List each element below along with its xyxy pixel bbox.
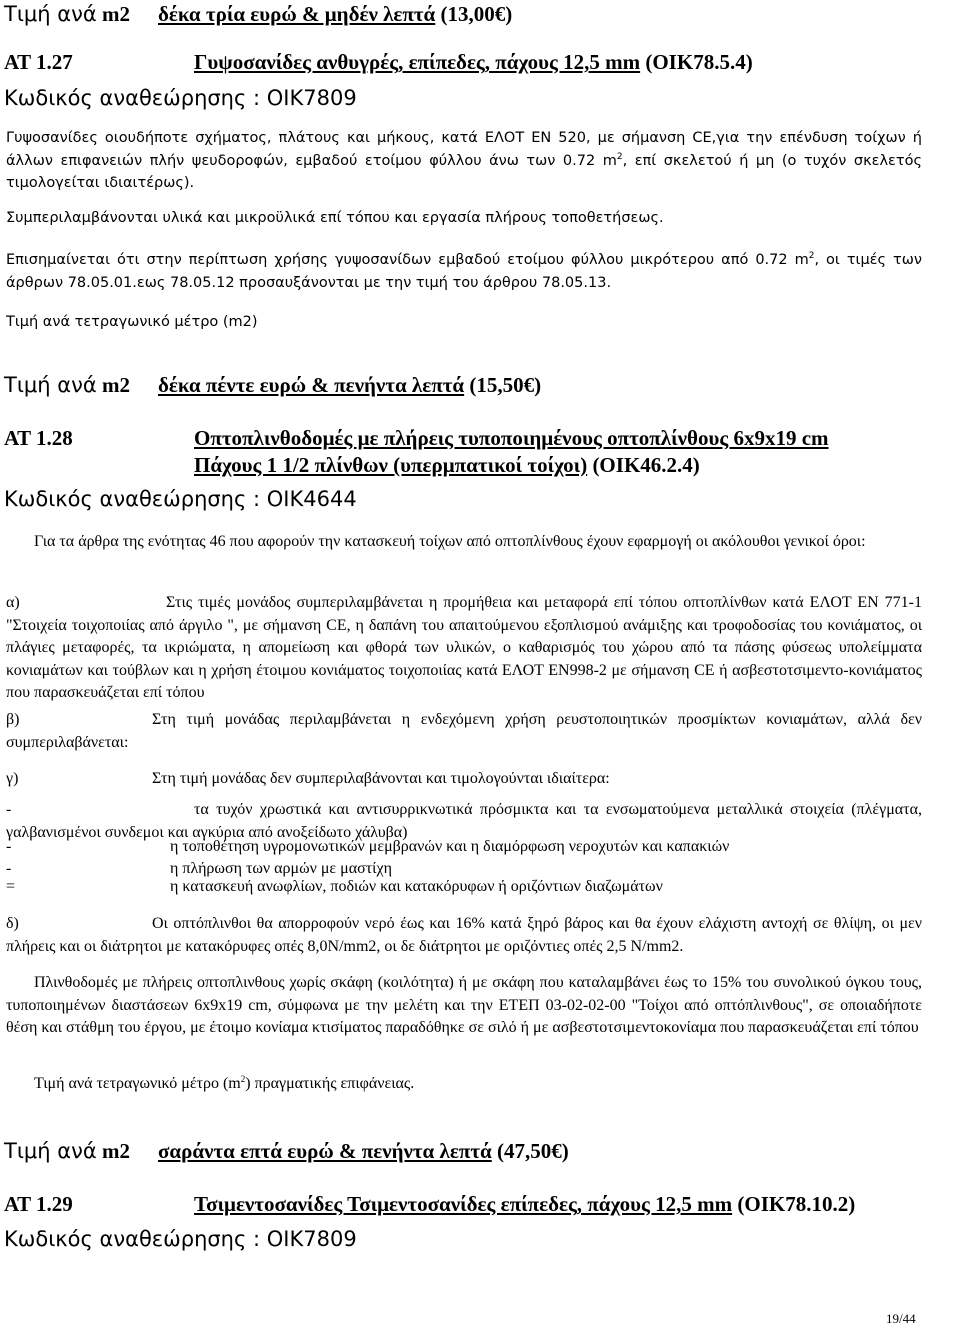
list-text: η τοποθέτηση υγρομονωτικών μεμβρανών και η διαμόρφωση νεροχυτών και καπακιών <box>170 838 730 855</box>
clause-label: α) <box>6 594 20 611</box>
article-title <box>194 1192 855 1217</box>
list-mark: - <box>6 801 12 818</box>
unit-price-text: Τιμή ανά τετραγωνικό μέτρο (m2) <box>6 314 258 330</box>
article-code: ΑΤ 1.29 <box>4 1192 73 1216</box>
list-text: η κατασκευή ανωφλίων, ποδιών και κατακόρυφων ή οριζόντιων διαζωμάτων <box>170 878 663 895</box>
price-amount-1 <box>158 2 512 27</box>
article-ref: (ΟΙΚ78.10.2) <box>737 1192 856 1216</box>
unit-price-a: Τιμή ανά τετραγωνικό μέτρο (m <box>34 1075 241 1092</box>
revision-code: Κωδικός αναθεώρησης : ΟΙΚ7809 <box>4 86 357 110</box>
price-words: δέκα τρία ευρώ & μηδέν λεπτά <box>158 2 436 26</box>
list-text: τα τυχόν χρωστικά και αντισυρρικνωτικά πρόσμικτα και τα ενσωματούμενα μεταλλικά στοιχεία (πλέγματα, γαλβανισμένοι συνδεμοι και αγκύρια από ανοξείδωτο χάλυβα) <box>6 801 922 841</box>
price-line-1 <box>4 2 130 27</box>
note-text-a: Επισημαίνεται ότι στην περίπτωση χρήσης γυψοσανίδων εμβαδού ετοίμου φύλλου μικρότερου από 0.72 m <box>6 252 809 268</box>
price-unit: m2 <box>101 373 130 397</box>
page-number: 19/44 <box>886 1311 916 1326</box>
price-amount-2 <box>158 373 541 398</box>
clause-a <box>6 592 922 705</box>
clause-c <box>6 768 922 791</box>
article-code: ΑΤ 1.27 <box>4 50 73 74</box>
article-title-text: Γυψοσανίδες ανθυγρές, επίπεδες, πάχους 12,5 mm <box>194 50 641 74</box>
price-words: σαράντα επτά ευρώ & πενήντα λεπτά <box>158 1139 492 1163</box>
price-unit: m2 <box>101 2 130 26</box>
price-amount-3 <box>158 1139 569 1164</box>
list-item <box>6 836 922 859</box>
price-words: δέκα πέντε ευρώ & πενήντα λεπτά <box>158 373 465 397</box>
price-label: Τιμή ανά <box>4 373 97 397</box>
clause-text: Στη τιμή μονάδας δεν συμπεριλαβάνονται και τιμολογούνται ιδιαίτερα: <box>152 770 610 787</box>
clause-text: Στη τιμή μονάδας περιλαμβάνεται η ενδεχόμενη χρήση ρευστοποιητικών προσμίκτων κονιαμάτων, αλλά δεν συμπεριλαβάνεται: <box>6 711 922 751</box>
price-label: Τιμή ανά <box>4 1139 97 1163</box>
price-value: (13,00€) <box>440 2 513 26</box>
clause-label: δ) <box>6 915 19 932</box>
unit-price-b: ) πραγματικής επιφάνειας. <box>245 1075 415 1092</box>
desc-sup: 2 <box>616 151 623 162</box>
clause-text: Οι οπτόπλινθοι θα απορροφούν νερό έως και 16% κατά ξηρό βάρος και θα έχουν ελάχιστη αντοχή σε θλίψη, οι μεν πλήρεις και οι διάτρητοι με κατακόρυφες οπές 8,0N/mm2, οι δε διάτρητοι με οριζόντιες οπές 2,5 N/mm2. <box>6 915 922 955</box>
final-text: Πλινθοδομές με πλήρεις οπτοπλινθους χωρίς σκάφη (κοιλότητα) ή με σκάφη που καταλαμβάνει έως το 15% του συνολικού όγκου τους, τυποποιημένων διαστάσεων 6x9x19 cm, σύμφωνα με την μελέτη και την ΕΤΕΠ 03-02-02-00 "Τοίχοι από οπτόπλινθους", σε οποιαδήποτε θέση και στάθμη του έργου, με έτοιμο κονίαμα κτισίματος παραδόθηκε σε σιλό ή με ασβεστοτσιμεντοκονίαμα που παρασκευάζεται επί τόπου <box>6 974 922 1036</box>
price-unit: m2 <box>101 1139 130 1163</box>
list-mark: - <box>6 838 12 855</box>
revision-code: Κωδικός αναθεώρησης : ΟΙΚ7809 <box>4 1227 357 1251</box>
revision-code: Κωδικός αναθεώρησης : ΟΙΚ4644 <box>4 487 357 511</box>
article-title-line2 <box>194 453 700 478</box>
list-mark: - <box>6 860 12 877</box>
article-title <box>194 50 753 75</box>
price-line-3 <box>4 1139 130 1164</box>
article-description <box>6 127 922 195</box>
desc-text-b: , επί σκελετού ή μη (ο τυχόν σκελετός τιμολογείται ιδιαιτέρως). <box>6 152 922 191</box>
article-title-text: Πάχους 1 1/2 πλίνθων (υπερμπατικοί τοίχοι) <box>194 453 588 477</box>
list-item <box>6 876 922 899</box>
article-title-line1: Οπτοπλινθοδομές με πλήρεις τυποποιημένους οπτοπλίνθους 6x9x19 cm <box>194 426 829 450</box>
intro-text: Για τα άρθρα της ενότητας 46 που αφορούν την κατασκευή τοίχων από οπτοπλίνθους έχουν εφαρμογή οι ακόλουθοι γενικοί όροι: <box>34 533 866 550</box>
clause-label: β) <box>6 711 20 728</box>
included-text: Συμπεριλαμβάνονται υλικά και μικροϋλικά επί τόπου και εργασία πλήρους τοποθετήσεως. <box>6 210 664 226</box>
article-ref: (ΟΙΚ78.5.4) <box>645 50 753 74</box>
price-value: (47,50€) <box>496 1139 569 1163</box>
price-line-2 <box>4 373 130 398</box>
desc-text-a: Γυψοσανίδες οιουδήποτε σχήματος, πλάτους και μήκους, κατά ΕΛΟΤ ΕΝ 520, με σήμανση CE,για την επένδυση τοίχων ή άλλων επιφανειών πλήν ψευδοροφών, εμβαδού ετοίμου φύλλου άνω των 0.72 m <box>6 130 922 169</box>
note-text-b: , οι τιμές των άρθρων 78.05.01.εως 78.05.12 προσαυξάνονται με την τιμή του άρθρου 78.05.13. <box>6 252 922 291</box>
clause-text: Στις τιμές μονάδος συμπεριλαμβάνεται η προμήθεια και μεταφορά επί τόπου οπτοπλίνθων κατά ΕΛΟΤ ΕΝ 771-1 "Στοιχεία τοιχοποιίας από άργιλο ", με σήμανση CE, η δαπάνη του απαιτούμενου εξοπλισμού ανάμιξης και τροφοδοσίας του κονιάματος, οι πλάγιες μεταφορές, τα ικριώματα, η απομείωση και φθορά των υλικών, ο καθαρισμός του χώρου από τα πάσης φύσεως υπολείμματα κονιαμάτων και τούβλων και η χρήση έτοιμου κονιάματος τοιχοποιίας κατά ΕΛΟΤ ΕΝ998-2 με σήμανση CE ή ασβεστοτσιμεντο-κονιάματος που παρασκευάζεται επί τόπου <box>6 594 922 701</box>
article-code: ΑΤ 1.28 <box>4 426 73 450</box>
article-title-text: Τσιμεντοσανίδες Τσιμεντοσανίδες επίπεδες, πάχους 12,5 mm <box>194 1192 733 1216</box>
price-label: Τιμή ανά <box>4 2 97 26</box>
clause-label: γ) <box>6 770 19 787</box>
unit-price-sup: 2 <box>240 1074 246 1084</box>
clause-b <box>6 709 922 754</box>
note-sup: 2 <box>808 251 815 261</box>
unit-price-text <box>6 1073 922 1096</box>
list-mark: = <box>6 878 16 895</box>
article-ref: (ΟΙΚ46.2.4) <box>592 453 700 477</box>
price-value: (15,50€) <box>469 373 542 397</box>
clause-d <box>6 913 922 958</box>
note-text <box>6 249 922 294</box>
list-text: η πλήρωση των αρμών με μαστίχη <box>170 860 392 877</box>
